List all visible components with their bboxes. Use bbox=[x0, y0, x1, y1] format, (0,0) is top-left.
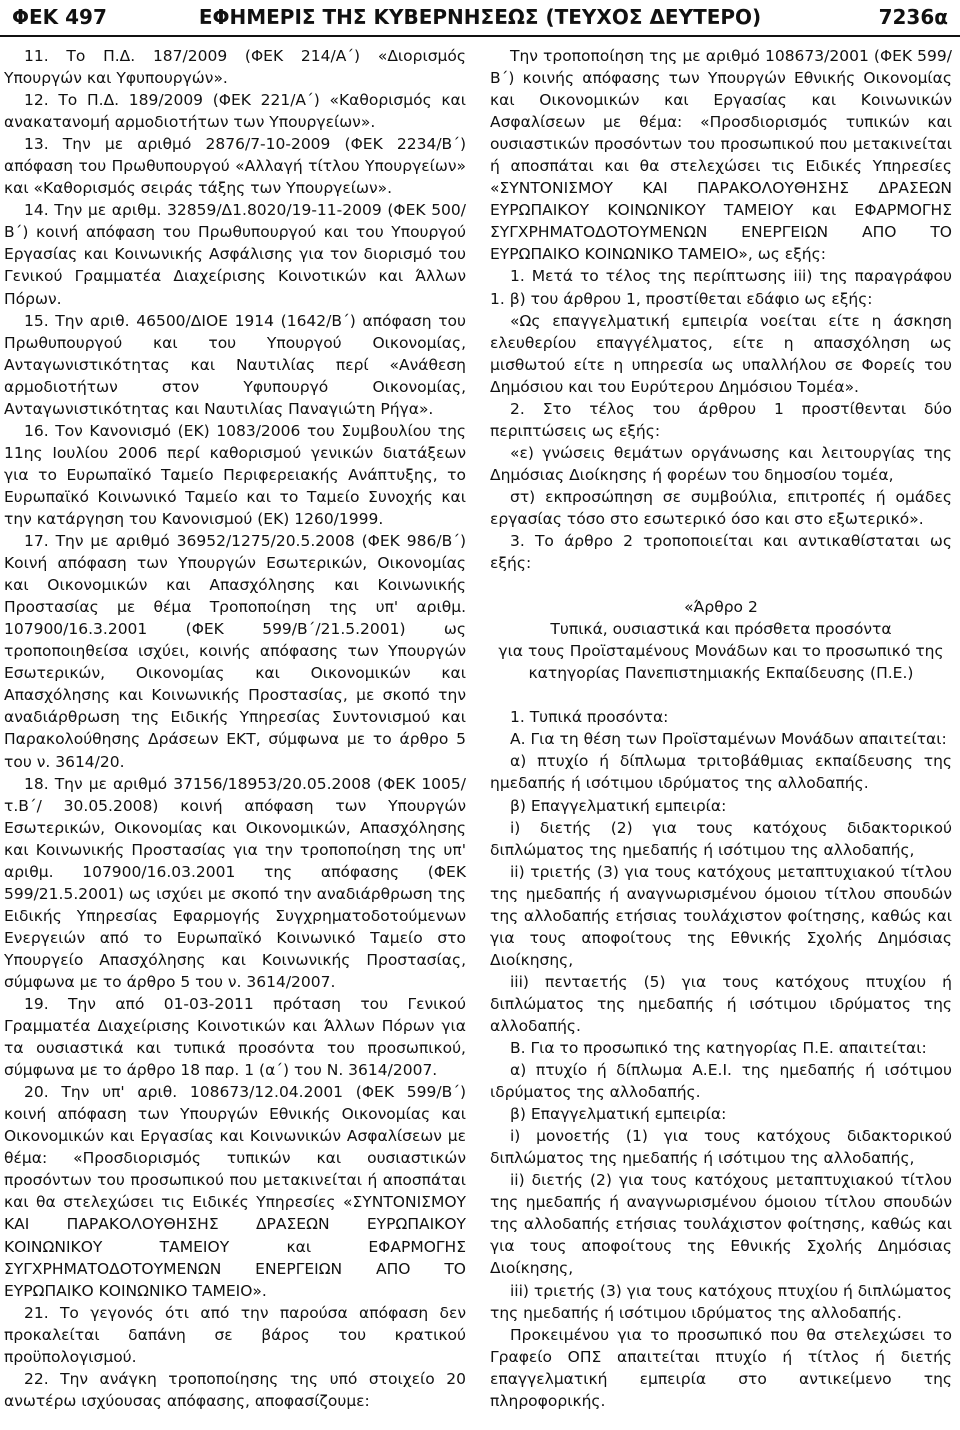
paragraph: 14. Την με αριθμ. 32859/Δ1.8020/19-11-2009 (ΦΕΚ 500/Β΄) κοινή απόφαση του Πρωθυπουργού και του Υπουργού Εργασίας και Κοινωνικής Ασφάλισης για τον διορισμό του Γενικού Γραμματέα Διαχείρισης Κοινοτικών και Άλλων Πόρων. bbox=[4, 201, 466, 308]
paragraph: 11. Το Π.Δ. 187/2009 (ΦΕΚ 214/Α΄) «Διορισμός Υπουργών και Υφυπουργών». bbox=[4, 47, 466, 88]
paragraph: β) Επαγγελματική εμπειρία: bbox=[510, 796, 727, 815]
paragraph: 21. Το γεγονός ότι από την παρούσα απόφαση δεν προκαλείται δαπάνη σε βάρος του κρατικού προϋπολογισμού. bbox=[4, 1303, 466, 1366]
intro-paragraph: Την τροποποίηση της με αριθμό 108673/2001 (ΦΕΚ 599/Β΄) κοινής απόφασης των Υπουργών Εθνικής Οικονομίας και Οικονομικών και Εργασίας και Κοινωνικών Ασφαλίσεων με θέμα: «Προσδιορισμός τυπικών και ουσιαστικών προσόντων του προσωπικού που μετακινείται ή αποσπάται και θα στελεχώσει τις Ειδικές Υπηρεσίες «ΣΥΝΤΟΝΙΣΜΟΥ ΚΑΙ ΠΑΡΑΚΟΛΟΥΘΗΣΗΣ ΔΡΑΣΕΩΝ ΕΥΡΩΠΑΙΚΟΥ ΚΟΙΝΩΝΙΚΟΥ ΤΑΜΕΙΟΥ και ΕΦΑΡΜΟΓΗΣ ΣΥΓΧΡΗΜΑΤΟΔΟΤΟΥΜΕΝΩΝ ΕΝΕΡΓΕΙΩΝ ΑΠΟ ΤΟ ΕΥΡΩΠΑΙΚΟ ΚΟΙΝΩΝΙΚΟ ΤΑΜΕΙΟ», ως εξής: bbox=[490, 47, 952, 264]
right-column bbox=[490, 45, 952, 1412]
paragraph: 20. Την υπ' αριθ. 108673/12.04.2001 (ΦΕΚ 599/Β΄) κοινή απόφαση των Υπουργών Εθνικής Οικονομίας και Οικονομικών και Εργασίας και Κοινωνικών Ασφαλίσεων με θέμα: «Προσδιορισμός τυπικών και ουσιαστικών προσόντων του προσωπικού που μετακινείται ή αποσπάται και θα στελεχώσει τις Ειδικές Υπηρεσίες «ΣΥΝΤΟΝΙΣΜΟΥ ΚΑΙ ΠΑΡΑΚΟΛΟΥΘΗΣΗΣ ΔΡΑΣΕΩΝ ΕΥΡΩΠΑΙΚΟΥ ΚΟΙΝΩΝΙΚΟΥ ΤΑΜΕΙΟΥ και ΕΦΑΡΜΟΓΗΣ ΣΥΓΧΡΗΜΑΤΟΔΟΤΟΥΜΕΝΩΝ ΕΝΕΡΓΕΙΩΝ ΑΠΟ ΤΟ ΕΥΡΩΠΑΙΚΟ ΚΟΙΝΩΝΙΚΟ ΤΑΜΕΙΟ». bbox=[4, 1083, 466, 1300]
paragraph: 22. Την ανάγκη τροποποίησης της υπό στοιχείο 20 ανωτέρω ισχύουσας απόφασης, αποφασίζουμε: bbox=[4, 1369, 466, 1410]
gazette-issue-number: ΦΕΚ 497 bbox=[12, 5, 107, 29]
paragraph: ii) τριετής (3) για τους κατόχους μεταπτυχιακού τίτλου της ημεδαπής ή αναγνωρισμένου όμοιου τίτλου σπουδών της αλλοδαπής ετήσιας τουλάχιστον φοίτησης, καθώς και για τους αποφοίτους της Εθνικής Σχολής Δημόσιας Διοίκησης, bbox=[490, 862, 952, 969]
paragraph: ii) διετής (2) για τους κατόχους μεταπτυχιακού τίτλου της ημεδαπής ή αναγνωρισμένου όμοιου τίτλου σπουδών της αλλοδαπής ετήσιας τουλάχιστον φοίτησης, καθώς και για τους αποφοίτους της Εθνικής Σχολής Δημόσιας Διοίκησης, bbox=[490, 1171, 952, 1278]
paragraph: 12. Το Π.Δ. 189/2009 (ΦΕΚ 221/Α΄) «Καθορισμός και ανακατανομή αρμοδιοτήτων των Υπουργείων». bbox=[4, 91, 466, 132]
paragraph: 17. Την με αριθμό 36952/1275/20.5.2008 (ΦΕΚ 986/Β΄) Κοινή απόφαση των Υπουργών Εσωτερικών, Οικονομίας και Οικονομικών και Απασχόλησης και Κοινωνικής Προστασίας με θέμα Τροποποίηση της υπ' αριθμ. 107900/16.3.2001 (ΦΕΚ 599/Β΄/21.5.2001) ως τροποποιηθείσα ισχύει, κοινής απόφασης των Υπουργών Εσωτερικών, Οικονομίας και Οικονομικών και Απασχόλησης και Κοινωνικής Προστασίας, με σκοπό την αναδιάρθρωση της Ειδικής Υπηρεσίας Συντονισμού και Παρακολούθησης Δράσεων ΕΚΤ, σύμφωνα με το άρθρο 5 του ν. 3614/20. bbox=[4, 532, 466, 771]
paragraph: Β. Για το προσωπικό της κατηγορίας Π.Ε. απαιτείται: bbox=[510, 1039, 927, 1058]
paragraph: i) μονοετής (1) για τους κατόχους διδακτορικού διπλώματος της ημεδαπής ή ισότιμου της αλλοδαπής, bbox=[490, 1127, 952, 1168]
paragraph: β) Επαγγελματική εμπειρία: bbox=[510, 1105, 727, 1124]
paragraph: iii) πενταετής (5) για τους κατόχους πτυχίου ή διπλώματος της ημεδαπής ή ισότιμου ιδρύματος της αλλοδαπής. bbox=[490, 972, 952, 1035]
header-rule bbox=[0, 35, 960, 37]
spacer bbox=[490, 684, 952, 706]
paragraph: 19. Την από 01-03-2011 πρόταση του Γενικού Γραμματέα Διαχείρισης Κοινοτικών και Άλλων Πόρων για τα ουσιαστικά και τυπικά προσόντα του προσωπικού, σύμφωνα με το άρθρο 18 παρ. 1 (α΄) του Ν. 3614/2007. bbox=[4, 995, 466, 1080]
paragraph: 16. Τον Κανονισμό (ΕΚ) 1083/2006 του Συμβουλίου της 11ης Ιουλίου 2006 περί καθορισμού γενικών διατάξεων για το Ευρωπαϊκό Ταμείο Περιφερειακής Ανάπτυξης, το Ευρωπαϊκό Κοινωνικό Ταμείο και το Ταμείο Συνοχής και την κατάργηση του Κανονισμού (ΕΚ) 1260/1999. bbox=[4, 421, 466, 528]
article-subtitle: Τυπικά, ουσιαστικά και πρόσθετα προσόντα bbox=[550, 620, 892, 639]
article-title: «Άρθρο 2 bbox=[684, 598, 758, 617]
paragraph: «ε) γνώσεις θεμάτων οργάνωσης και λειτουργίας της Δημόσιας Διοίκησης ή φορέων του δημοσίου τομέα, bbox=[490, 443, 952, 484]
paragraph: στ) εκπροσώπηση σε συμβούλια, επιτροπές ή ομάδες εργασίας τόσο στο εσωτερικό όσο και στο εξωτερικό». bbox=[490, 487, 952, 528]
paragraph: i) διετής (2) για τους κατόχους διδακτορικού διπλώματος της ημεδαπής ή ισότιμου της αλλοδαπής, bbox=[490, 818, 952, 859]
article-subtitle: για τους Προϊσταμένους Μονάδων και το προσωπικό της κατηγορίας Πανεπιστημιακής Εκπαίδευσης (Π.Ε.) bbox=[498, 642, 944, 683]
paragraph: 1. Μετά το τέλος της περίπτωσης iii) της παραγράφου 1. β) του άρθρου 1, προστίθεται εδάφιο ως εξής: bbox=[490, 267, 952, 308]
paragraph: α) πτυχίο ή δίπλωμα Α.Ε.Ι. της ημεδαπής ή ισότιμου ιδρύματος της αλλοδαπής. bbox=[490, 1061, 952, 1102]
page-header bbox=[0, 0, 960, 36]
paragraph: 18. Την με αριθμό 37156/18953/20.05.2008 (ΦΕΚ 1005/τ.Β΄/ 30.05.2008) κοινή απόφαση των Υπουργών Εσωτερικών, Οικονομίας και Οικονομικών, Απασχόλησης και Κοινωνικής Προστασίας για την τροποποίηση της υπ' αριθμ. 107900/16.03.2001 της απόφασης (ΦΕΚ 599/21.5.2001) ως ισχύει με σκοπό την αναδιάρθρωση της Ειδικής Υπηρεσίας Εφαρμογής Συγχρηματοδοτούμενων Ενεργειών από το Ευρωπαϊκό Κοινωνικό Ταμείο στο Υπουργείο Απασχόλησης και Κοινωνικής Προστασίας, σύμφωνα με το άρθρο 5 του ν. 3614/2007. bbox=[4, 774, 466, 991]
paragraph: α) πτυχίο ή δίπλωμα τριτοβάθμιας εκπαίδευσης της ημεδαπής ή ισότιμου ιδρύματος της αλλοδαπής. bbox=[490, 752, 952, 793]
page-number: 7236α bbox=[878, 5, 948, 29]
spacer bbox=[490, 574, 952, 596]
gazette-title: ΕΦΗΜΕΡΙΣ ΤΗΣ ΚΥΒΕΡΝΗΣΕΩΣ (ΤΕΥΧΟΣ ΔΕΥΤΕΡΟ) bbox=[198, 5, 762, 29]
paragraph: 13. Την με αριθμό 2876/7-10-2009 (ΦΕΚ 2234/Β΄) απόφαση του Πρωθυπουργού «Αλλαγή τίτλου Υπουργείων» και «Καθορισμός σειράς τάξης των Υπουργείων». bbox=[4, 135, 466, 198]
paragraph: 2. Στο τέλος του άρθρου 1 προστίθενται δύο περιπτώσεις ως εξής: bbox=[490, 399, 952, 440]
paragraph: «Ως επαγγελματική εμπειρία νοείται είτε η άσκηση ελευθερίου επαγγέλματος, είτε η απασχόληση ως μισθωτού είτε η υπηρεσία ως υπαλλήλου σε Φορείς του Δημόσιου και του Ευρύτερου Δημόσιου Τομέα». bbox=[490, 311, 952, 396]
paragraph: Προκειμένου για το προσωπικό που θα στελεχώσει το Γραφείο ΟΠΣ απαιτείται πτυχίο ή τίτλος ή διετής επαγγελματική εμπειρία στο αντικείμενο της πληροφορικής. bbox=[490, 1325, 952, 1410]
paragraph: 15. Την αριθ. 46500/ΔΙΟΕ 1914 (1642/Β΄) απόφαση του Πρωθυπουργού και του Υπουργού Οικονομίας, Ανταγωνιστικότητας και Ναυτιλίας περί «Ανάθεση αρμοδιοτήτων στον Υφυπουργό Οικονομίας, Ανταγωνιστικότητας και Ναυτιλίας Παναγιώτη Ρήγα». bbox=[4, 311, 466, 418]
paragraph: Α. Για τη θέση των Προϊσταμένων Μονάδων απαιτείται: bbox=[510, 730, 947, 749]
paragraph: iii) τριετής (3) για τους κατόχους πτυχίου ή διπλώματος της ημεδαπής ή ισότιμου ιδρύματος της αλλοδαπής. bbox=[490, 1281, 952, 1322]
paragraph: 3. Το άρθρο 2 τροποποιείται και αντικαθίσταται ως εξής: bbox=[490, 532, 952, 573]
paragraph: 1. Τυπικά προσόντα: bbox=[510, 708, 669, 727]
left-column bbox=[4, 45, 466, 1412]
